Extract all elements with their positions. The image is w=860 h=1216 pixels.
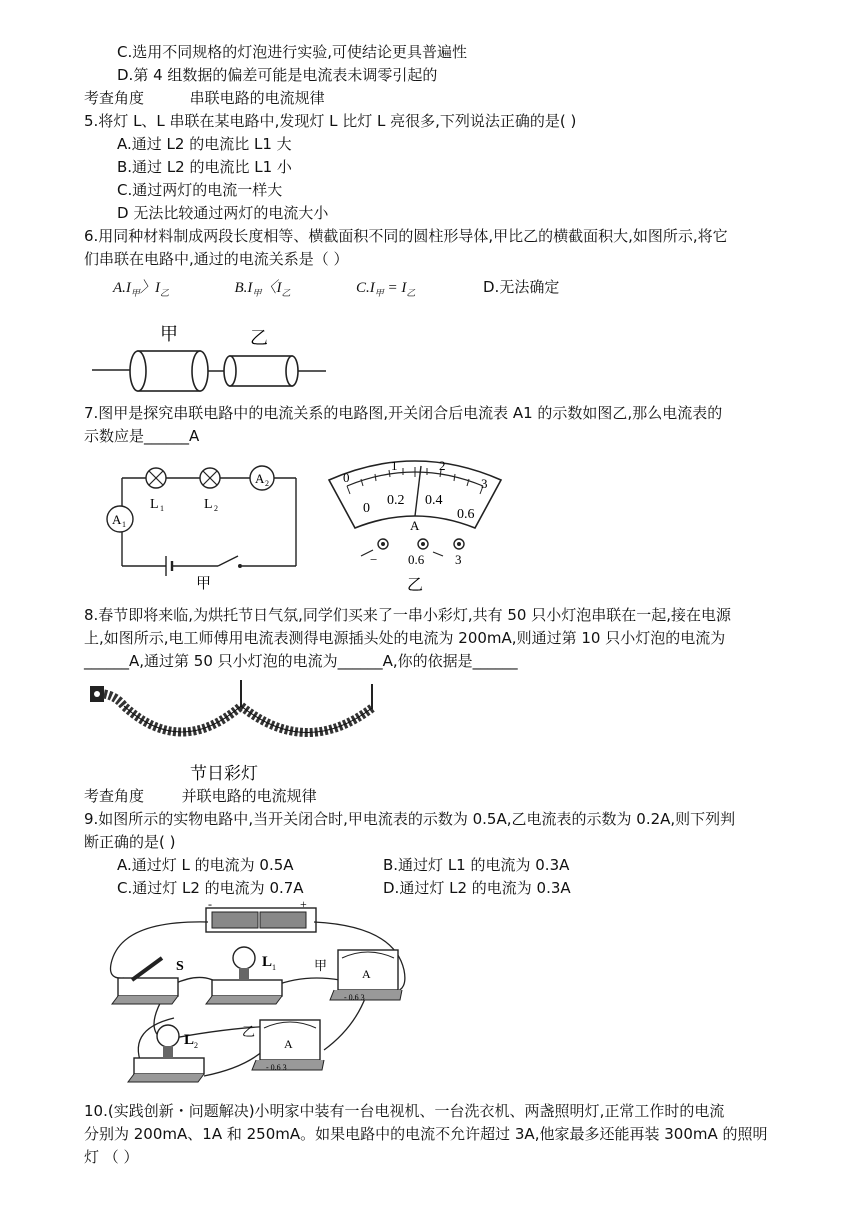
q6-stem-line2: 们串联在电路中,通过的电流关系是（ ）: [84, 250, 349, 268]
q8-figure-caption: 节日彩灯: [190, 764, 258, 783]
label-a1: A: [112, 512, 122, 527]
lamp-l2-label: L: [184, 1032, 195, 1048]
label-a2: A: [255, 471, 265, 486]
q8-stem-line2: 上,如图所示,电工师傅用电流表测得电源插头处的电流为 200mA,则通过第 10 只小灯泡的电流为: [84, 629, 726, 647]
switch-icon: [218, 556, 238, 566]
ammeter-yi-terms: - 0.6 3: [266, 1063, 287, 1072]
ammeter-jia-label: 甲: [314, 958, 328, 973]
terminal-label-minus: −: [370, 552, 378, 567]
meter-top-3: 3: [481, 476, 488, 491]
label-l1: L: [150, 497, 159, 512]
lamp-l1-sub: 1: [272, 963, 276, 972]
q9-option-b: B.通过灯 L1 的电流为 0.3A: [383, 856, 570, 874]
section-label: 考查角度: [84, 787, 145, 805]
q9-option-d: D.通过灯 L2 的电流为 0.3A: [383, 879, 571, 897]
q4-option-c: C.选用不同规格的灯泡进行实验,可使结论更具普遍性: [117, 43, 468, 61]
q8-stem-line1: 8.春节即将来临,为烘托节日气氛,同学们买来了一串小彩灯,共有 50 只小灯泡串联在一起,接在电源: [84, 606, 732, 624]
q9-option-c: C.通过灯 L2 的电流为 0.7A: [117, 879, 304, 897]
label-l2-sub: 2: [214, 504, 218, 513]
ammeter-yi-label: 乙: [242, 1024, 256, 1039]
meter-bottom-1: 0.2: [387, 493, 405, 508]
meter-top-2: 2: [439, 458, 446, 473]
q6-label-jia: 甲: [160, 324, 178, 344]
q6-option-b: $B.I_甲$〈$I_乙$: [234, 280, 291, 298]
meter-bottom-0: 0: [363, 501, 370, 516]
section-header-series: [84, 87, 325, 110]
section-header-parallel: [84, 785, 317, 808]
q9-option-a: A.通过灯 L 的电流为 0.5A: [117, 856, 294, 874]
q6-option-a: $A.I_甲$〉$I_乙$: [113, 280, 169, 298]
q10-stem-line3: 灯 （ ）: [84, 1148, 139, 1166]
label-jia: 甲: [196, 576, 212, 590]
label-a1-sub: 1: [122, 520, 126, 529]
q7-stem-line1: 7.图甲是探究串联电路中的电流关系的电路图,开关闭合后电流表 A1 的示数如图乙,那么电流表的: [84, 404, 723, 422]
label-yi: 乙: [407, 577, 424, 594]
battery-plus-label: +: [300, 900, 307, 911]
q6-options: [113, 276, 559, 305]
q9-stem-line1: 9.如图所示的实物电路中,当开关闭合时,甲电流表的示数为 0.5A,乙电流表的示数为 0.2A,则下列判: [84, 810, 736, 828]
ammeter-jia-unit: A: [362, 967, 371, 981]
meter-bottom-3: 0.6: [457, 507, 475, 522]
q7-ammeter-dial: [325, 452, 505, 597]
q5-option-c: C.通过两灯的电流一样大: [117, 181, 283, 199]
label-l2: L: [204, 497, 213, 512]
terminal-label-06: 0.6: [408, 552, 425, 567]
meter-unit: A: [410, 518, 420, 533]
section-label: 考查角度: [84, 89, 145, 107]
label-l1-sub: 1: [160, 504, 164, 513]
meter-bottom-2: 0.4: [425, 493, 443, 508]
lamp-l1-icon: [212, 980, 282, 996]
q5-stem: 5.将灯 L、L 串联在某电路中,发现灯 L 比灯 L 亮很多,下列说法正确的是( ): [84, 112, 577, 130]
light-string-icon: [104, 694, 372, 733]
lamp-l2-sub: 2: [194, 1041, 198, 1050]
lamp-l2-icon: [134, 1058, 204, 1074]
q6-option-d: D.无法确定: [483, 278, 560, 296]
q4-option-d: D.第 4 组数据的偏差可能是电流表未调零引起的: [117, 66, 438, 84]
switch-s-icon: [118, 978, 178, 996]
section-topic: 串联电路的电流规律: [189, 89, 325, 107]
meter-top-1: 1: [391, 458, 398, 473]
battery-minus-label: -: [208, 900, 212, 911]
ammeter-jia-terms: - 0.6 3: [344, 993, 365, 1002]
q8-festival-lights-figure: [86, 678, 386, 786]
q10-stem-line1: 10.(实践创新・问题解决)小明家中装有一台电视机、一台洗衣机、两盏照明灯,正常工作时的电流: [84, 1102, 725, 1120]
label-a2-sub: 2: [265, 479, 269, 488]
q10-stem-line2: 分别为 200mA、1A 和 250mA。如果电路中的电流不允许超过 3A,他家最多还能再装 300mA 的照明: [84, 1125, 768, 1143]
q6-label-yi: 乙: [250, 328, 268, 348]
q8-stem-line3: ______A,通过第 50 只小灯泡的电流为______A,你的依据是______: [84, 652, 518, 670]
q6-stem-line1: 6.用同种材料制成两段长度相等、横截面积不同的圆柱形导体,甲比乙的横截面积大,如图所示,将它: [84, 227, 728, 245]
switch-s-label: S: [176, 959, 184, 974]
ammeter-yi-unit: A: [284, 1037, 293, 1051]
meter-top-0: 0: [343, 470, 350, 485]
q5-option-a: A.通过 L2 的电流比 L1 大: [117, 135, 292, 153]
q9-physical-circuit: [104, 900, 416, 1092]
q7-circuit-diagram: [100, 458, 310, 590]
lamp-l1-label: L: [262, 954, 273, 970]
q7-stem-line2: 示数应是______A: [84, 427, 200, 445]
q6-option-c: $C.I_甲 = I_乙$: [356, 280, 416, 298]
q5-option-b: B.通过 L2 的电流比 L1 小: [117, 158, 292, 176]
q6-conductor-figure: [90, 318, 330, 398]
terminal-label-3: 3: [455, 552, 462, 567]
q5-option-d: D 无法比较通过两灯的电流大小: [117, 204, 329, 222]
q9-stem-line2: 断正确的是( ): [84, 833, 176, 851]
section-topic: 并联电路的电流规律: [181, 787, 317, 805]
